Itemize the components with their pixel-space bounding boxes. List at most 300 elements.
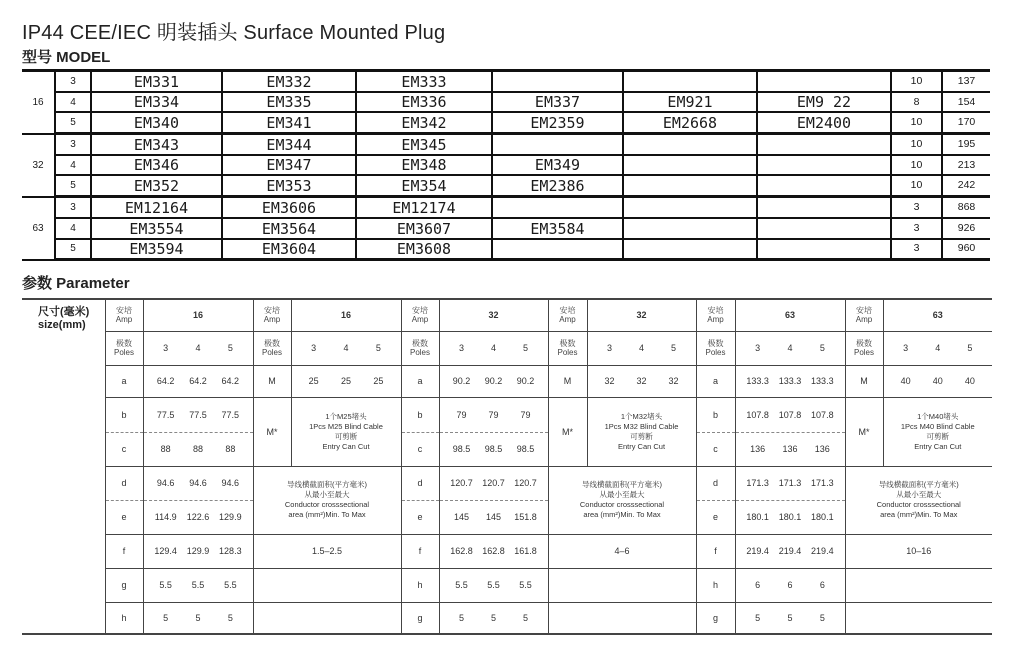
m-values (587, 365, 696, 397)
dimension-values (439, 568, 548, 602)
value: 133.3 (746, 376, 769, 386)
value: 88 (192, 444, 203, 454)
value-triplet (440, 478, 548, 488)
quantity-cell: 10 (891, 175, 942, 196)
value-triplet (736, 546, 845, 556)
param-row (22, 534, 992, 568)
value: 151.8 (514, 512, 537, 522)
model-code-cell (757, 71, 891, 92)
value: 79 (520, 409, 531, 420)
value: 5.5 (519, 580, 532, 590)
dimension-values (439, 500, 548, 534)
amp-label-line: 安培 (264, 306, 280, 316)
conductor-note-line: 导线横截面积(平方毫米) (878, 480, 959, 489)
model-code-cell: EM348 (356, 155, 492, 176)
model-code-cell (623, 71, 757, 92)
dimension-key: c (401, 432, 439, 466)
value-triplet (736, 512, 845, 522)
value: 5 (195, 612, 201, 623)
model-code-cell: EM332 (222, 71, 356, 92)
model-row (22, 155, 990, 176)
amp-label-line: Amp (559, 315, 576, 325)
conductor-note-line: 从最小至最大 (896, 490, 942, 499)
poles-cell: 4 (55, 92, 91, 113)
value: 120.7 (450, 478, 473, 488)
dimension-values (143, 432, 253, 466)
dimension-key: e (696, 500, 735, 534)
dimension-key: g (105, 568, 143, 602)
amp-value: 16 (143, 299, 253, 331)
value-triplet (736, 343, 845, 353)
poles-cell: 5 (55, 112, 91, 133)
value: 133.3 (811, 376, 834, 386)
m-values (883, 365, 992, 397)
poles-label-line: Poles (409, 348, 430, 357)
weight-cell: 242 (942, 175, 990, 196)
value: 3 (458, 343, 464, 353)
value: 4 (343, 343, 349, 353)
conductor-note-line: 从最小至最大 (599, 490, 645, 499)
value: 77.5 (221, 409, 240, 420)
model-code-cell: EM345 (356, 134, 492, 155)
dimension-values (439, 602, 548, 634)
blind-cable-note-line: 1个M32堵头 (620, 411, 663, 421)
dimension-key: b (105, 397, 143, 432)
model-code-cell: EM2359 (492, 112, 623, 133)
value: 98.5 (484, 444, 503, 454)
value: 107.8 (811, 409, 834, 420)
quantity-cell: 10 (891, 71, 942, 92)
model-code-cell (492, 71, 623, 92)
poles-label-line: Poles (261, 348, 282, 357)
dimension-key: e (401, 500, 439, 534)
empty-cell (548, 568, 696, 602)
poles-values (587, 331, 696, 365)
value: 5 (490, 612, 496, 623)
dimension-values (143, 397, 253, 432)
value: 6 (755, 580, 761, 590)
model-code-cell: EM336 (356, 92, 492, 113)
value: 98.5 (516, 444, 535, 454)
model-code-cell (492, 197, 623, 218)
dimension-key: h (401, 568, 439, 602)
value: 90.2 (516, 376, 535, 386)
poles-values (291, 331, 401, 365)
dimension-values (735, 432, 845, 466)
value: 5 (755, 612, 761, 623)
poles-cell: 5 (55, 175, 91, 196)
value: 136 (814, 444, 830, 454)
dimension-values (439, 365, 548, 397)
value-triplet (144, 478, 253, 488)
value: 120.7 (514, 478, 537, 488)
model-row (22, 239, 990, 260)
value: 6 (787, 580, 793, 590)
model-code-cell (623, 175, 757, 196)
value: 219.4 (811, 546, 834, 556)
amp-label-line: 安培 (559, 306, 576, 316)
weight-cell: 868 (942, 197, 990, 218)
model-code-cell: EM331 (91, 71, 222, 92)
dimension-values (143, 534, 253, 568)
model-code-cell: EM343 (91, 134, 222, 155)
blind-cable-note-line: 可剪断 (926, 431, 949, 441)
value: 180.1 (746, 512, 769, 522)
weight-cell: 213 (942, 155, 990, 176)
model-code-cell: EM353 (222, 175, 356, 196)
value-triplet (144, 343, 253, 353)
poles-cell: 4 (55, 218, 91, 239)
value: 120.7 (482, 478, 505, 488)
value-triplet (736, 376, 845, 386)
amp-label-line: Amp (855, 315, 873, 325)
conductor-note-line: 从最小至最大 (304, 490, 350, 499)
amp-label-line: 安培 (856, 306, 872, 316)
conductor-note-line: Conductor crosssectional (284, 500, 370, 509)
model-code-cell: EM3607 (356, 218, 492, 239)
amp-label (401, 299, 439, 331)
value: 161.8 (514, 546, 537, 556)
model-row (22, 218, 990, 239)
dimension-values (735, 397, 845, 432)
blind-cable-note-line: 可剪断 (630, 431, 653, 441)
dimension-key: d (105, 466, 143, 500)
poles-label-line: 极数 (264, 339, 280, 348)
poles-label-line: 极数 (412, 339, 428, 348)
poles-cell: 3 (55, 71, 91, 92)
value-triplet (292, 376, 401, 386)
poles-label-line: 极数 (559, 339, 576, 348)
model-code-cell: EM9 22 (757, 92, 891, 113)
dimension-key: f (696, 534, 735, 568)
weight-cell: 926 (942, 218, 990, 239)
value: 98.5 (452, 444, 471, 454)
value-triplet (144, 410, 253, 420)
value: 107.8 (746, 409, 769, 420)
model-code-cell: EM341 (222, 112, 356, 133)
dimension-key: b (401, 397, 439, 432)
value: 114.9 (154, 512, 177, 522)
dimension-values (439, 397, 548, 432)
value: 129.9 (219, 512, 242, 522)
value: 79 (488, 409, 499, 420)
size-label (22, 299, 105, 634)
amp-cell: 63 (22, 197, 55, 260)
amp-cell: 32 (22, 134, 55, 197)
value: 4 (490, 343, 496, 353)
param-row (22, 365, 992, 397)
blind-cable-note-line: Entry Can Cut (914, 441, 962, 451)
size-label-line: 尺寸(毫米) (38, 306, 90, 318)
value: 5 (163, 612, 169, 623)
conductor-note-line: Conductor crosssectional (579, 500, 665, 509)
value: 25 (373, 376, 384, 386)
value-triplet (440, 444, 548, 454)
amp-label-line: 安培 (116, 306, 132, 316)
model-row (22, 92, 990, 113)
value: 64.2 (189, 376, 207, 386)
value: 40 (964, 376, 975, 386)
value: 3 (903, 343, 909, 353)
value-triplet (440, 580, 548, 590)
quantity-cell: 3 (891, 218, 942, 239)
value: 5 (227, 612, 233, 623)
blind-cable-note-line: 可剪断 (334, 431, 358, 441)
dimension-key: f (105, 534, 143, 568)
param-row (22, 299, 992, 331)
dimension-key: d (696, 466, 735, 500)
dimension-key: c (105, 432, 143, 466)
model-code-cell (623, 155, 757, 176)
value: 5.5 (224, 580, 237, 590)
empty-cell (253, 602, 401, 634)
value: 90.2 (452, 376, 471, 386)
dimension-key: g (696, 602, 735, 634)
value-triplet (292, 343, 401, 353)
value-triplet (736, 580, 845, 590)
blind-cable-note-line: 1Pcs M32 Blind Cable (604, 421, 679, 431)
value: 4 (195, 343, 201, 353)
model-heading: 型号 MODEL (22, 49, 111, 66)
poles-label-line: 极数 (116, 339, 132, 348)
value: 5 (522, 612, 528, 623)
value: 90.2 (484, 376, 503, 386)
value: 5.5 (455, 580, 468, 590)
mstar-label: M* (548, 397, 587, 466)
model-code-cell: EM2668 (623, 112, 757, 133)
mstar-label: M* (845, 397, 883, 466)
value-triplet (440, 410, 548, 420)
dimension-values (735, 466, 845, 500)
value: 107.8 (778, 409, 802, 420)
model-code-cell: EM337 (492, 92, 623, 113)
value: 180.1 (778, 512, 802, 522)
blind-cable-note-line: 1个M40堵头 (917, 411, 959, 421)
parameter-table (22, 298, 992, 635)
model-code-cell: EM347 (222, 155, 356, 176)
conductor-note-line: area (mm²)Min. To Max (583, 510, 661, 519)
model-code-cell (757, 155, 891, 176)
dimension-values (735, 365, 845, 397)
model-code-cell: EM3584 (492, 218, 623, 239)
model-code-cell: EM12174 (356, 197, 492, 218)
blind-cable-note-line: Entry Can Cut (617, 441, 666, 451)
model-code-cell: EM346 (91, 155, 222, 176)
conductor-note-line: area (mm²)Min. To Max (880, 510, 958, 519)
m-label: M (253, 365, 291, 397)
value-triplet (588, 343, 696, 353)
poles-values (735, 331, 845, 365)
weight-cell: 137 (942, 71, 990, 92)
value-triplet (144, 613, 253, 623)
weight-cell: 154 (942, 92, 990, 113)
quantity-cell: 10 (891, 155, 942, 176)
model-code-cell (623, 239, 757, 260)
quantity-cell: 8 (891, 92, 942, 113)
blind-cable-note (291, 397, 401, 466)
value-triplet (440, 512, 548, 522)
quantity-cell: 10 (891, 134, 942, 155)
dimension-values (439, 534, 548, 568)
conductor-note-line: 导线横截面积(平方毫米) (582, 480, 662, 489)
value: 94.6 (156, 478, 175, 488)
m-label: M (548, 365, 587, 397)
amp-label (845, 299, 883, 331)
model-code-cell: EM3608 (356, 239, 492, 260)
blind-cable-note-line: Entry Can Cut (322, 441, 370, 451)
amp-value: 63 (735, 299, 845, 331)
conductor-note-line: 导线横截面积(平方毫米) (287, 480, 367, 489)
value: 40 (932, 376, 943, 386)
poles-label-line: 极数 (856, 339, 872, 348)
value: 5 (967, 343, 973, 353)
size-label-line: size(mm) (38, 319, 86, 331)
value-triplet (144, 580, 253, 590)
value: 32 (668, 376, 679, 386)
value: 122.6 (186, 512, 210, 522)
value: 180.1 (811, 512, 834, 522)
model-code-cell (757, 134, 891, 155)
conductor-note (253, 466, 401, 534)
amp-value: 63 (883, 299, 992, 331)
value: 128.3 (219, 546, 242, 556)
weight-cell: 960 (942, 239, 990, 260)
value: 5 (670, 343, 676, 353)
model-code-cell: EM921 (623, 92, 757, 113)
value-triplet (440, 343, 548, 353)
model-table (22, 69, 990, 261)
amp-label-line: 安培 (412, 306, 428, 316)
amp-label (105, 299, 143, 331)
value-triplet (884, 343, 993, 353)
blind-cable-note (587, 397, 696, 466)
value: 6 (819, 580, 825, 590)
value-triplet (736, 444, 845, 454)
model-code-cell: EM340 (91, 112, 222, 133)
blind-cable-note-line: 1Pcs M25 Blind Cable (309, 421, 383, 431)
dimension-values (143, 500, 253, 534)
amp-label (253, 299, 291, 331)
model-row (22, 71, 990, 92)
model-code-cell: EM342 (356, 112, 492, 133)
blind-cable-note (883, 397, 992, 466)
quantity-cell: 3 (891, 197, 942, 218)
conductor-note-line: area (mm²)Min. To Max (288, 510, 366, 519)
dimension-values (735, 602, 845, 634)
model-code-cell: EM2400 (757, 112, 891, 133)
amp-value: 32 (439, 299, 548, 331)
model-code-cell (757, 175, 891, 196)
model-code-cell (757, 218, 891, 239)
amp-value: 32 (587, 299, 696, 331)
model-code-cell: EM344 (222, 134, 356, 155)
value-triplet (440, 613, 548, 623)
value: 5.5 (159, 580, 172, 590)
amp-label (696, 299, 735, 331)
model-code-cell (492, 239, 623, 260)
model-code-cell: EM3606 (222, 197, 356, 218)
value: 4 (638, 343, 644, 353)
model-code-cell: EM334 (91, 92, 222, 113)
model-code-cell: EM335 (222, 92, 356, 113)
value: 5.5 (487, 580, 500, 590)
value: 5 (375, 343, 381, 353)
model-code-cell: EM3604 (222, 239, 356, 260)
poles-cell: 4 (55, 155, 91, 176)
dimension-key: h (696, 568, 735, 602)
value: 4 (787, 343, 793, 353)
model-code-cell (623, 134, 757, 155)
value-triplet (144, 376, 253, 386)
empty-cell (548, 602, 696, 634)
param-row (22, 331, 992, 365)
value: 5 (458, 612, 464, 623)
poles-cell: 3 (55, 134, 91, 155)
poles-cell: 5 (55, 239, 91, 260)
value: 129.4 (154, 546, 177, 556)
value: 25 (308, 376, 319, 386)
conductor-range: 1.5–2.5 (253, 534, 401, 568)
value-triplet (440, 376, 548, 386)
value: 32 (604, 376, 615, 386)
amp-label-line: Amp (115, 315, 133, 325)
poles-values (883, 331, 992, 365)
poles-label-line: Poles (705, 348, 726, 357)
poles-label-line: Poles (113, 348, 134, 357)
model-code-cell (757, 239, 891, 260)
model-code-cell: EM333 (356, 71, 492, 92)
dimension-key: d (401, 466, 439, 500)
value: 5 (522, 343, 528, 353)
value-triplet (588, 376, 696, 386)
value: 5 (819, 343, 825, 353)
model-row (22, 112, 990, 133)
model-row (22, 134, 990, 155)
param-row (22, 397, 992, 432)
conductor-note (845, 466, 992, 534)
poles-label (401, 331, 439, 365)
poles-label-line: Poles (853, 348, 874, 357)
dimension-key: h (105, 602, 143, 634)
dimension-values (735, 568, 845, 602)
poles-label (548, 331, 587, 365)
conductor-note-line: Conductor crosssectional (876, 500, 961, 509)
m-label: M (845, 365, 883, 397)
dimension-key: a (696, 365, 735, 397)
poles-label-line: 极数 (707, 339, 724, 348)
quantity-cell: 10 (891, 112, 942, 133)
model-code-cell: EM349 (492, 155, 623, 176)
model-code-cell (623, 218, 757, 239)
value: 171.3 (746, 478, 769, 488)
dimension-key: a (105, 365, 143, 397)
parameter-heading: 参数 Parameter (22, 275, 130, 292)
weight-cell: 170 (942, 112, 990, 133)
amp-label-line: Amp (263, 315, 281, 325)
value: 77.5 (156, 409, 175, 420)
dimension-key: b (696, 397, 735, 432)
m-values (291, 365, 401, 397)
poles-values (439, 331, 548, 365)
model-code-cell: EM12164 (91, 197, 222, 218)
blind-cable-note-line: 1Pcs M40 Blind Cable (900, 421, 975, 431)
value: 5 (819, 612, 825, 623)
poles-label (845, 331, 883, 365)
poles-label-line: Poles (557, 348, 578, 357)
value: 171.3 (778, 478, 802, 488)
value: 5 (787, 612, 793, 623)
amp-label-line: Amp (411, 315, 429, 325)
